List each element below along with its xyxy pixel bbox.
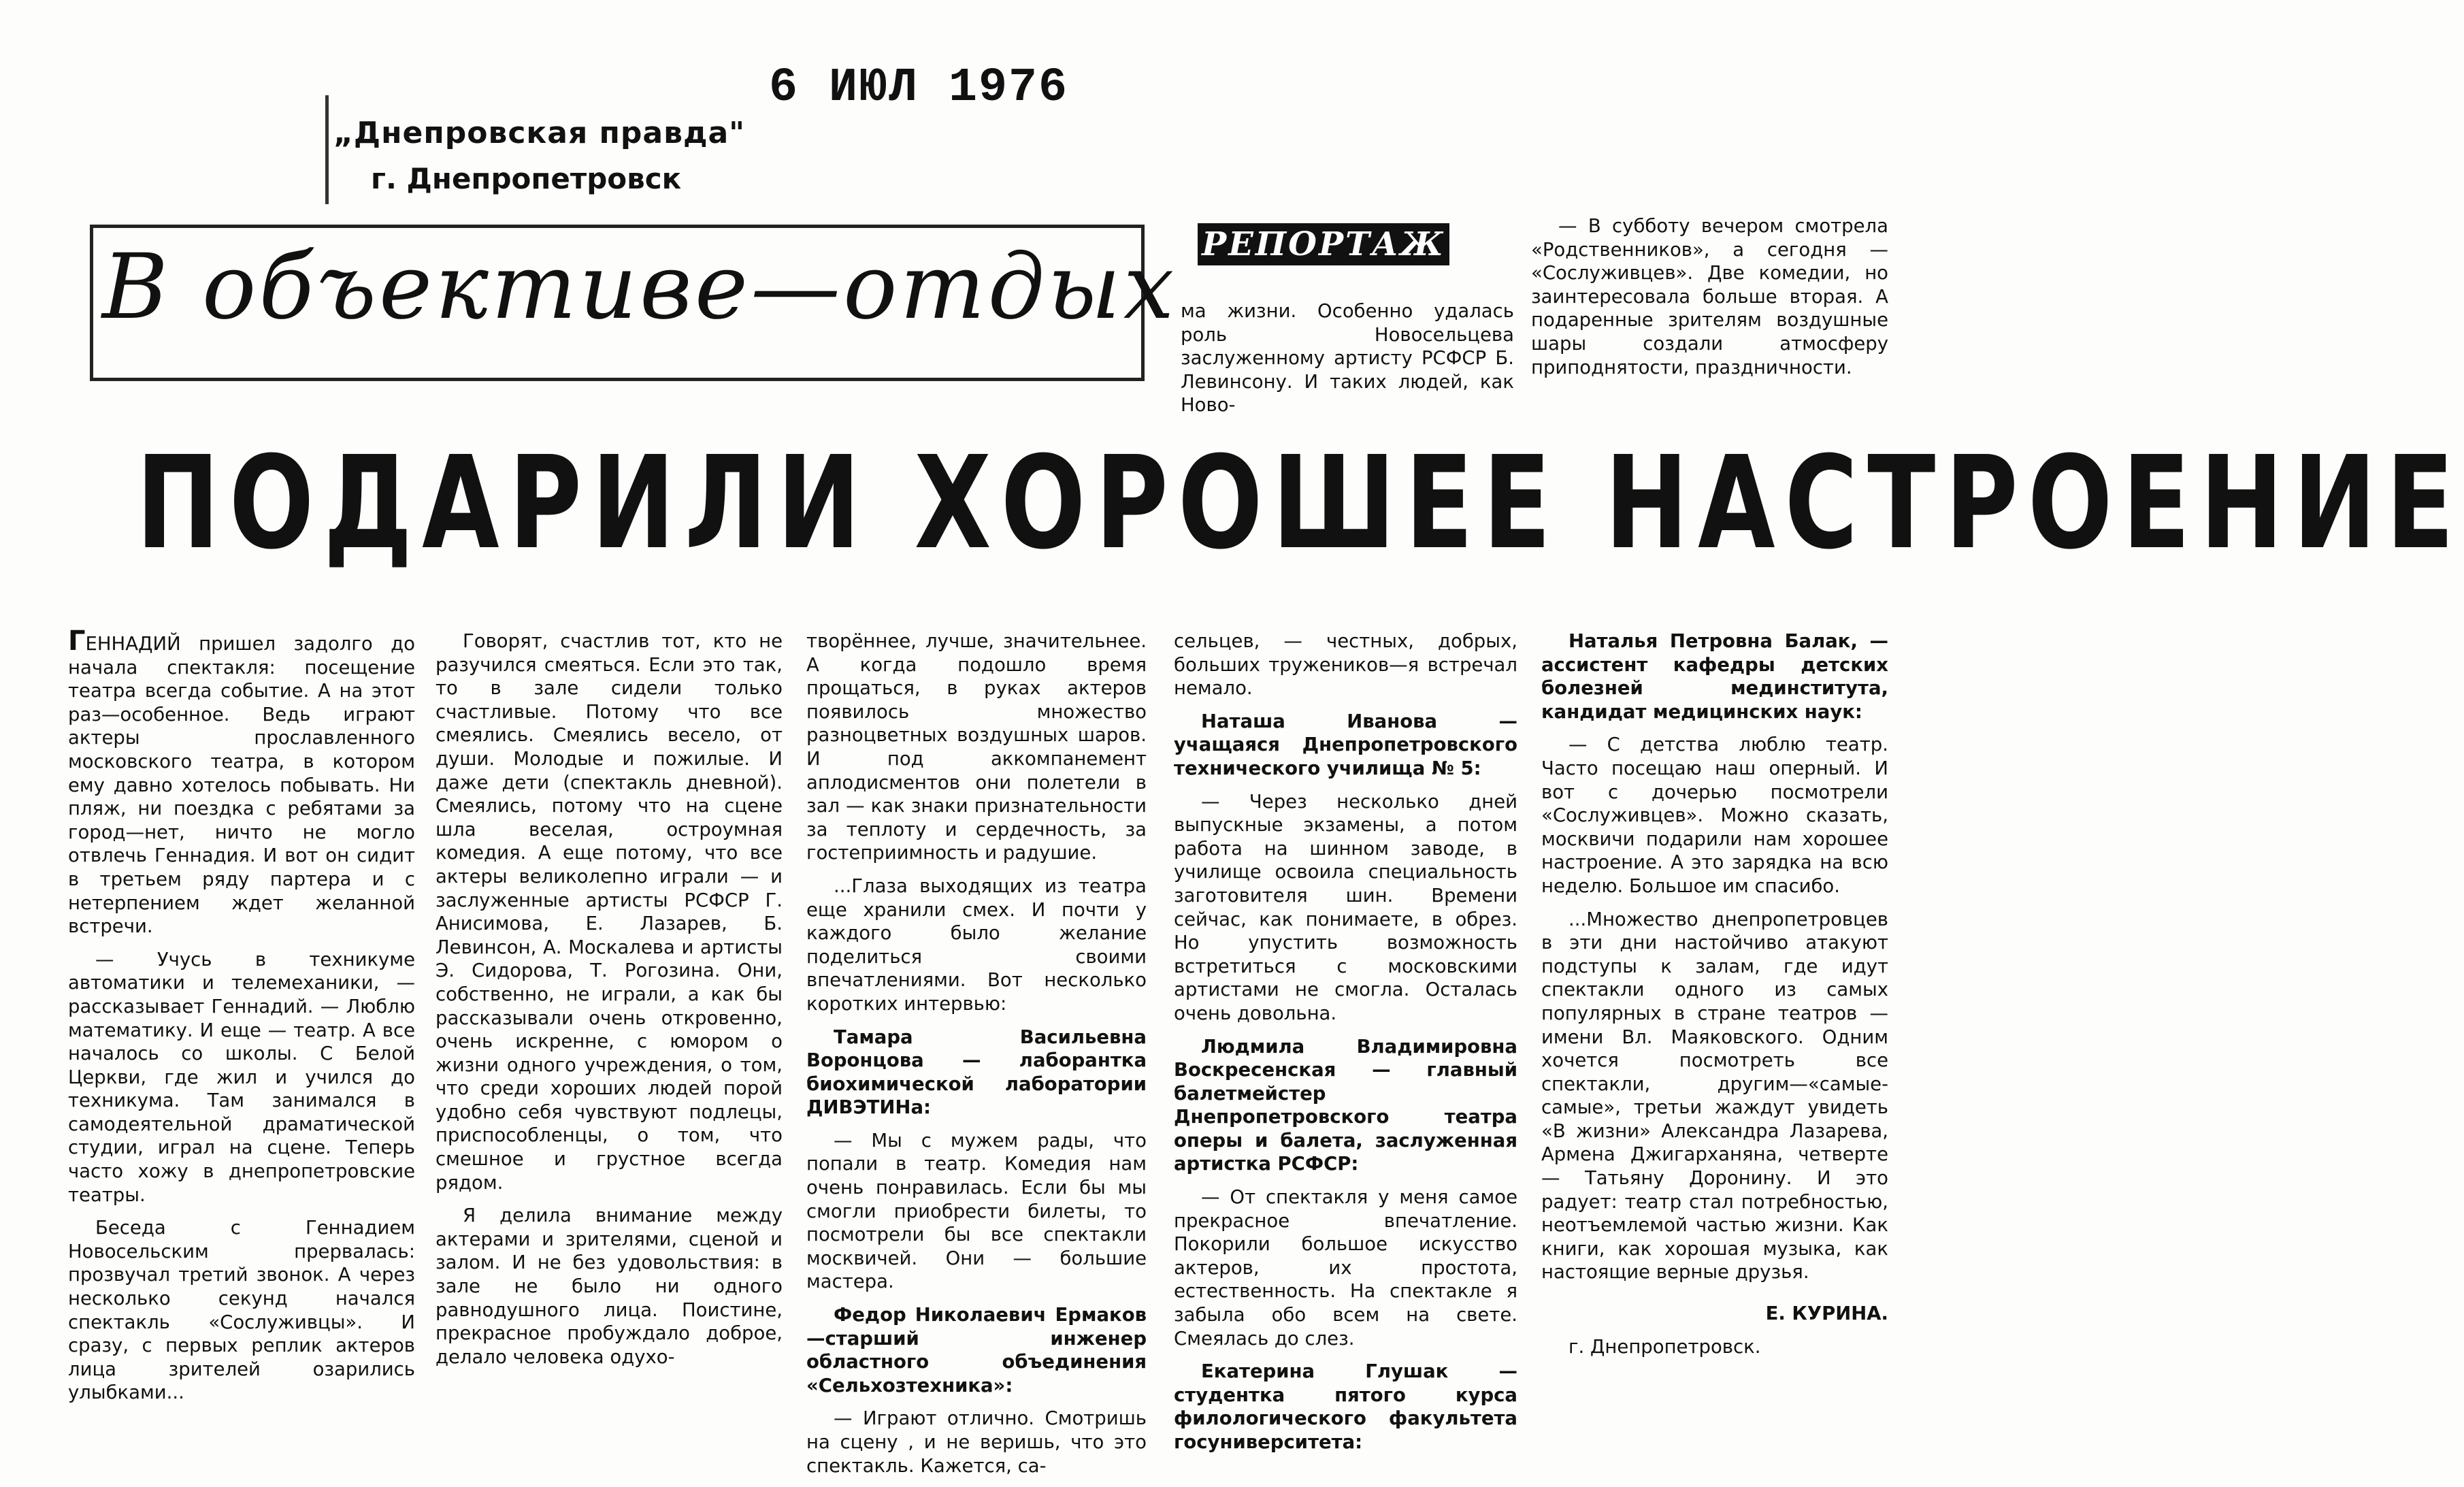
article-column-1: [68, 625, 415, 1414]
interviewee-name: Людмила Владимировна Воскресенская — главный балетмейстер Днепропетровского театра оперы и балета, заслуженная артистка РСФСР:: [1174, 1035, 1517, 1175]
paragraph: — Учусь в техникуме автоматики и телемеханики, — рассказывает Геннадий. — Люблю математику. И еще — театр. А все началось со школы. С Белой Церкви, где жил и учился до техникума. Там занимался в самодеятельной драматической студии, играл на сцене. Теперь часто хожу в днепропетровские театры.: [68, 948, 415, 1206]
paragraph: — Играют отлично. Смотришь на сцену , и не веришь, что это спектакль. Кажется, са-: [806, 1407, 1147, 1477]
paragraph: Я делила внимание между актерами и зрителями, сценой и залом. И не без удовольствия: в зале не было ни одного равнодушного лица. Поистине, прекрасное пробуждало доброе, делало человека одухо-: [436, 1205, 783, 1368]
paragraph: — Через несколько дней выпускные экзамены, а потом работа на шинном заводе, в училище освоила специальность заготовителя шин. Времени сейчас, как понимаете, в обрез. Но упустить возможность встретиться с московскими артистами не смогла. Осталась очень довольна.: [1174, 790, 1517, 1024]
interviewee-name: Тамара Васильевна Воронцова — лаборантка биохимической лаборатории ДИВЭТИНа:: [806, 1026, 1147, 1119]
paragraph: — В субботу вечером смотрела «Родственников», а сегодня — «Сослуживцев». Две комедии, но заинтересовала больше вторая. А подаренные зрителям воздушные шары создали атмосферу приподнятости, праздничности.: [1531, 215, 1888, 378]
paragraph: Говорят, счастлив тот, кто не разучился смеяться. Если это так, то в зале сидели только счастливые. Потому что все смеялись. Смеялись весело, от души. Молодые и пожилые. И даже дети (спектакль дневной). Смеялись, потому что на сцене шла веселая, остроумная комедия. А еще потому, что все актеры великолепно играли — и заслуженные артисты РСФСР Г. Анисимова, Е. Лазарев, Б. Левинсон, А. Москалева и артисты Э. Сидорова, Т. Рогозина. Они, собственно, не играли, а как бы рассказывали очень откровенно, очень искренне, с юмором о жизни одного учреждения, о том, что среди хороших людей порой удобно себя чувствуют подлецы, приспособленцы, о том, что смешное и грустное всегда рядом.: [436, 630, 783, 1194]
interviewee-name: Екатерина Глушак — студентка пятого курса филологического факультета госуниверситета:: [1174, 1360, 1517, 1453]
paragraph-lead: [68, 625, 415, 938]
paragraph: — С детства люблю театр. Часто посещаю наш оперный. И вот с дочерью посмотрели «Сослуживцев». Можно сказать, москвичи подарили нам хорошее настроение. А это зарядка на всю неделю. Большое им спасибо.: [1541, 734, 1888, 897]
author-signature: Е. КУРИНА.: [1765, 1303, 1888, 1325]
article-column-3: [806, 630, 1147, 1487]
paragraph: — От спектакля у меня самое прекрасное впечатление. Покорили большое искусство актеров, их простота, естественность. На спектакле я забыла обо всем на свете. Смеялась до слез.: [1174, 1186, 1517, 1350]
headline: ПОДАРИЛИ ХОРОШЕЕ НАСТРОЕНИЕ: [136, 429, 2464, 578]
stamp-city: г. Днепропетровск: [371, 162, 682, 195]
paragraph: ма жизни. Особенно удалась роль Новосельцева заслуженному артисту РСФСР Б. Левинсону. И таких людей, как Ново-: [1181, 300, 1514, 416]
paragraph: творённее, лучше, значительнее. А когда подошло время прощаться, в руках актеров появилось множество разноцветных воздушных шаров. И под аккомпанемент аплодисментов они полетели в зал — как знаки признательности за теплоту и сердечность, за гостеприимность и радушие.: [806, 630, 1147, 864]
interviewee-name: Федор Николаевич Ермаков —старший инженер областного объединения «Сельхозтехника»:: [806, 1304, 1147, 1396]
rubric-label: РЕПОРТАЖ: [1198, 223, 1449, 265]
top-right-column-1: [1181, 299, 1514, 427]
top-right-column-2: [1531, 214, 1888, 389]
paragraph: — Мы с мужем рады, что попали в театр. Комедия нам очень понравилась. Если бы мы смогли приобрести билеты, то посмотрели бы все спектакли москвичей. Они — большие мастера.: [806, 1129, 1147, 1293]
article-column-4: [1174, 630, 1517, 1464]
stamp-newspaper: „Днепровская правда": [333, 116, 746, 150]
section-title: В объективе—отдых: [102, 235, 1177, 340]
drop-cap: Г: [68, 625, 86, 657]
article-column-2: [436, 630, 783, 1378]
paragraph: сельцев, — честных, добрых, больших тружеников—я встречал немало.: [1174, 630, 1517, 700]
paragraph: ...Глаза выходящих из театра еще хранили смех. И почти у каждого было желание поделиться своими впечатлениями. Вот несколько коротких интервью:: [806, 875, 1147, 1015]
lead-text: ЕННАДИЙ пришел задолго до начала спектакля: посещение театра всегда событие. А на этот раз—особенное. Ведь играют актеры прославленного московского театра, в котором ему давно хотелось побывать. Ни пляж, ни поездка с ребятами за город—нет, ничто не могло отвлечь Геннадия. И вот он сидит в третьем ряду партера и с нетерпением ждет желанной встречи.: [68, 633, 415, 938]
interviewee-name: Наташа Иванова — учащаяся Днепропетровского технического училища № 5:: [1174, 710, 1517, 779]
article-column-5: [1541, 630, 1888, 1368]
interviewee-name: Наталья Петровна Балак, — ассистент кафедры детских болезней мединститута, кандидат медицинских наук:: [1541, 630, 1888, 723]
stamp-date: 6 ИЮЛ 1976: [769, 61, 1069, 115]
paragraph: Беседа с Геннадием Новосельским прервалась: прозвучал третий звонок. А через несколько секунд начался спектакль «Сослуживцы». И сразу, с первых реплик актеров лица зрителей озарились улыбками...: [68, 1217, 415, 1404]
paragraph: ...Множество днепропетровцев в эти дни настойчиво атакуют подступы к залам, где идут спектакли одного из самых популярных в стране театров — имени Вл. Маяковского. Одним хочется посмотреть все спектакли, другим—«самые-самые», третьи жаждут увидеть «В жизни» Александра Лазарева, Армена Джигарханяна, четверте — Татьяну Доронину. И это радует: театр стал потребностью, неотъемлемой частью жизни. Как книги, как хорошая музыка, как настоящие верные друзья.: [1541, 908, 1888, 1284]
author-city: г. Днепропетровск.: [1568, 1335, 1761, 1358]
